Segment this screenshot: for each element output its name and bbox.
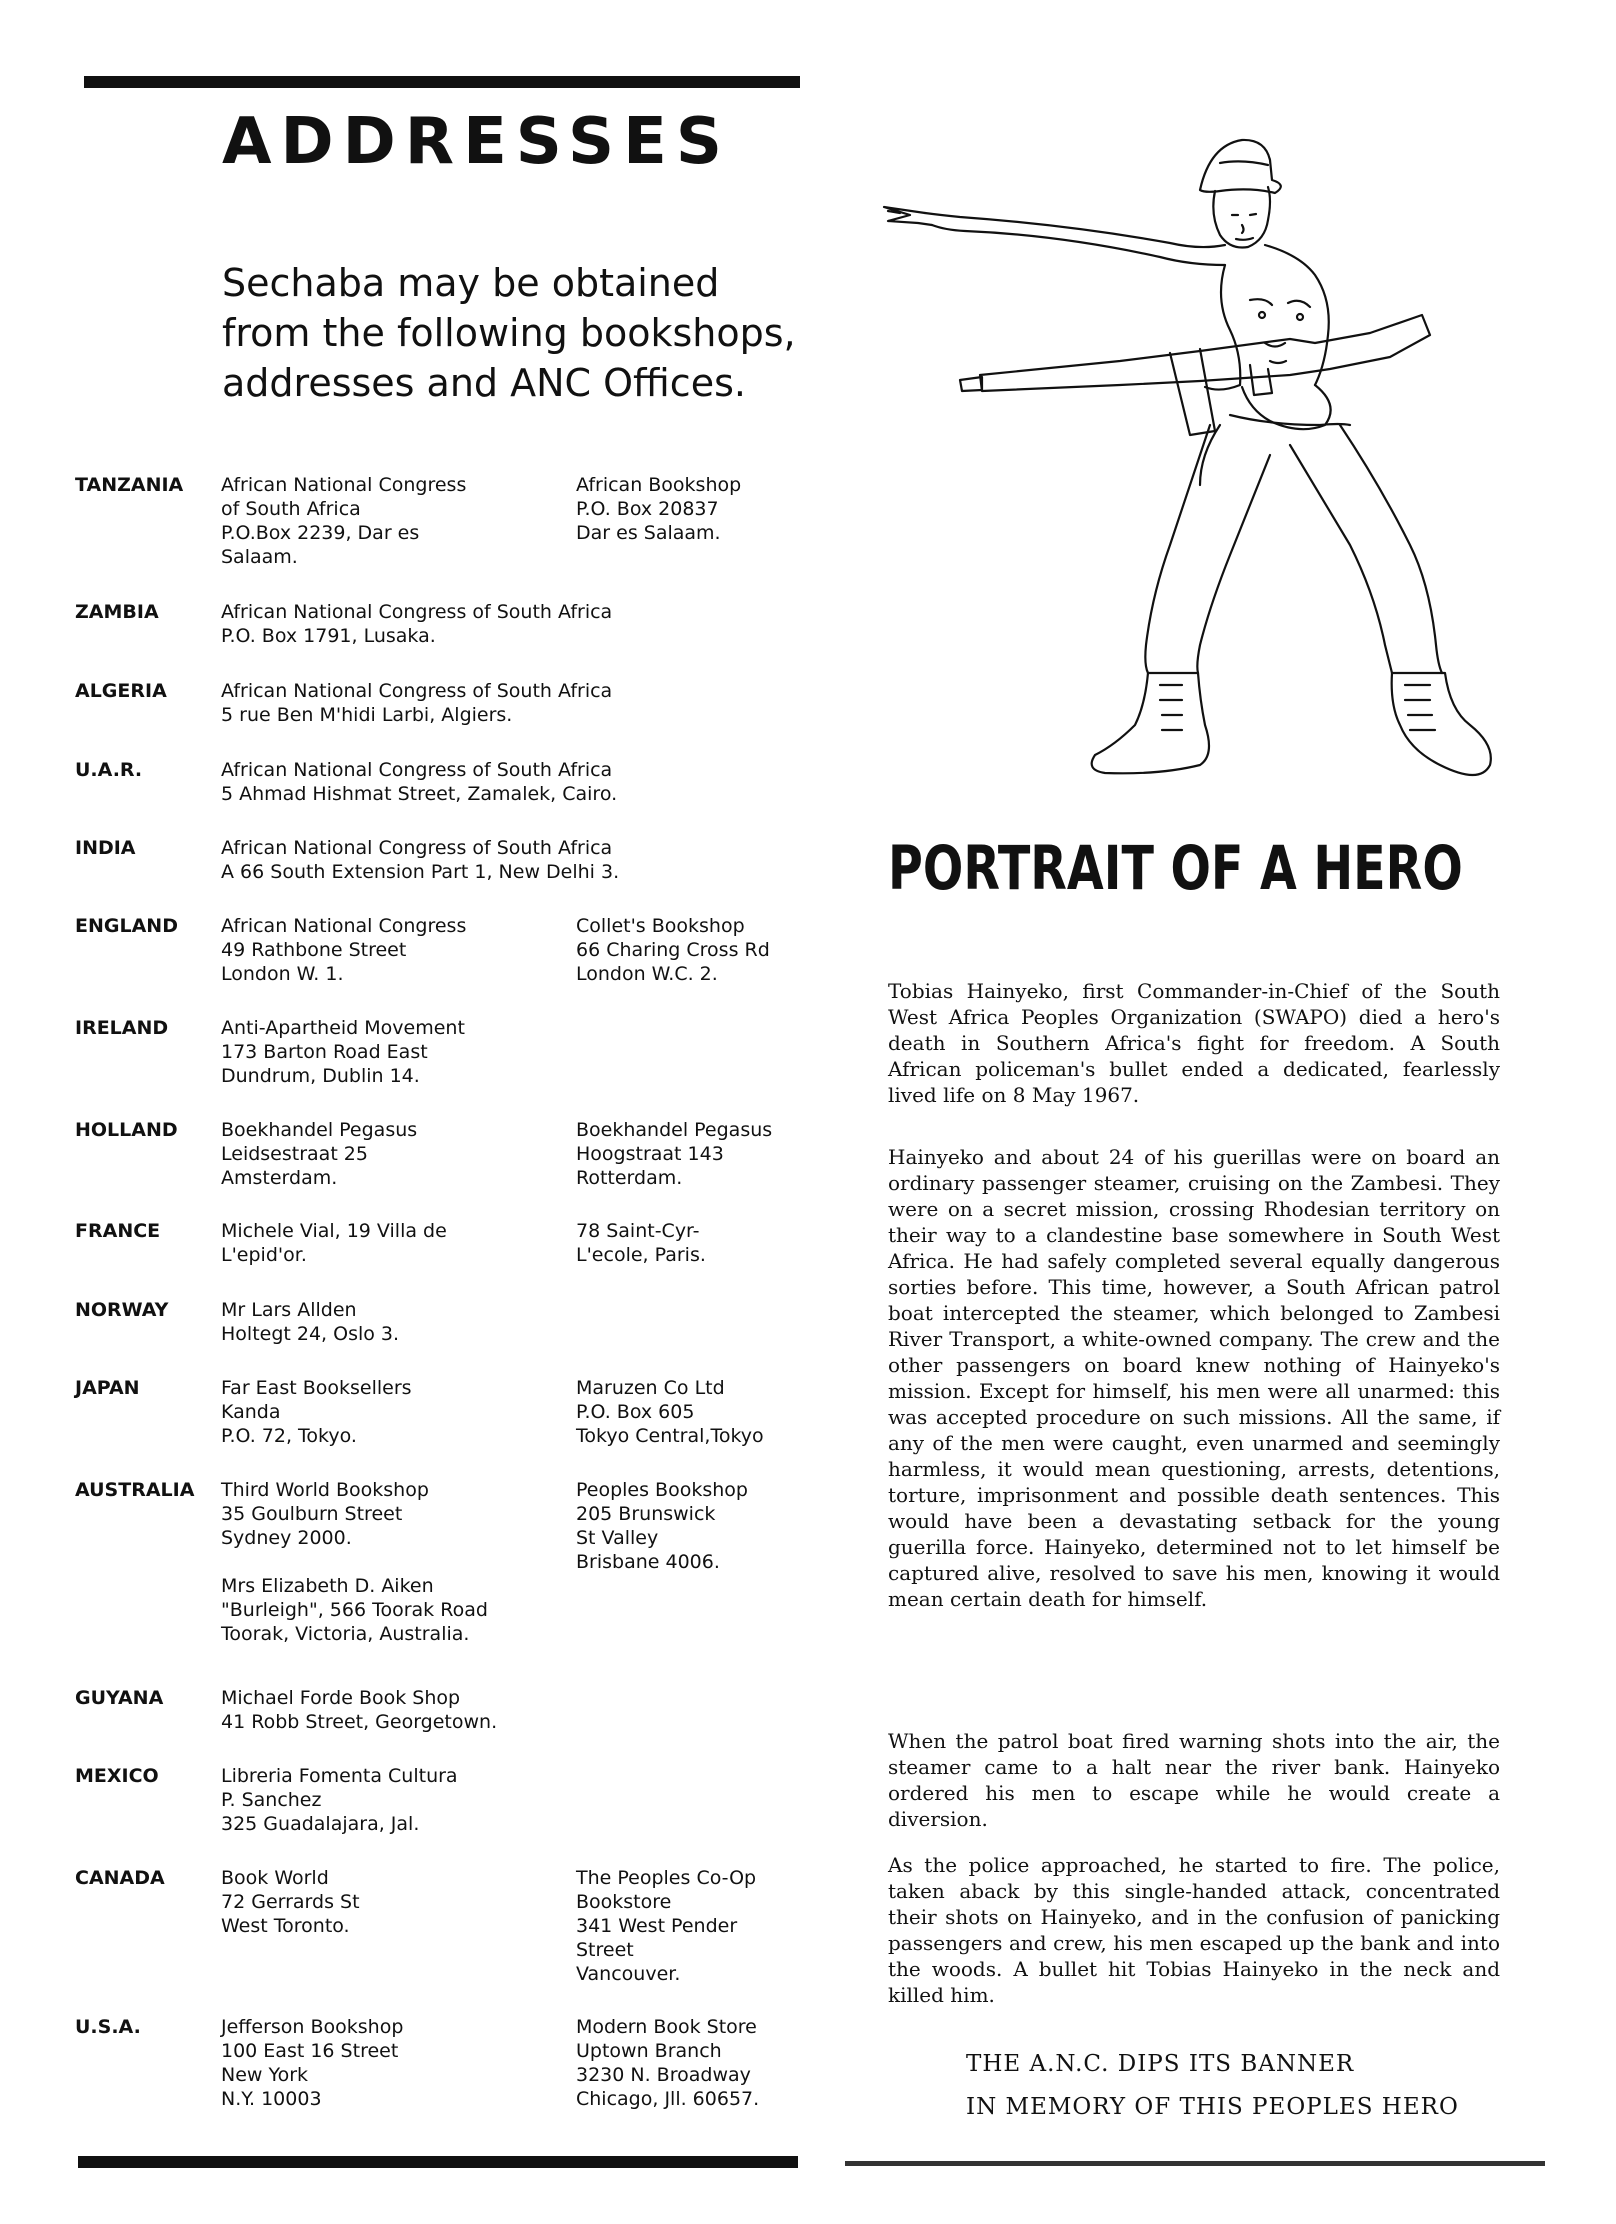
country-label: ALGERIA (75, 680, 167, 702)
country-label: HOLLAND (75, 1119, 178, 1141)
address-primary (221, 679, 612, 727)
address-line: African National Congress of South Africa (221, 837, 613, 859)
address-line: Tokyo Central,Tokyo (576, 1425, 764, 1447)
address-line: 66 Charing Cross Rd (576, 939, 770, 961)
country-label: NORWAY (75, 1299, 169, 1321)
address-line: L'epid'or. (221, 1244, 307, 1266)
address-primary (221, 600, 612, 648)
country-label: ZAMBIA (75, 601, 159, 623)
intro-line: Sechaba may be obtained (222, 261, 720, 305)
country-label: TANZANIA (75, 474, 184, 496)
article-paragraph: When the patrol boat fired warning shots into the air, the steamer came to a halt near the river bank. Hainyeko ordered his men to escape while he would create a diversion. (888, 1729, 1500, 1831)
address-line: A 66 South Extension Part 1, New Delhi 3. (221, 861, 620, 883)
address-line: Brisbane 4006. (576, 1551, 720, 1573)
article-paragraph: Tobias Hainyeko, first Commander-in-Chief of the South West Africa Peoples Organization (SWAPO) died a hero's death in Southern Africa's fight for freedom. A South African policeman's bullet ended a dedicated, fearlessly lived life on 8 May 1967. (888, 979, 1500, 1107)
address-line: 341 West Pender (576, 1915, 738, 1937)
address-line: African National Congress of South Africa (221, 759, 613, 781)
address-secondary (576, 1376, 764, 1448)
address-line: The Peoples Co-Op (576, 1867, 757, 1889)
address-primary (221, 473, 466, 569)
address-line: 325 Guadalajara, Jal. (221, 1813, 420, 1835)
address-primary (221, 1866, 360, 1938)
address-line: Third World Bookshop (221, 1479, 429, 1501)
address-primary (221, 2015, 403, 2111)
address-line: 49 Rathbone Street (221, 939, 407, 961)
address-line: P.O.Box 2239, Dar es (221, 522, 420, 544)
address-line: Rotterdam. (576, 1167, 683, 1189)
address-line: Street (576, 1939, 634, 1961)
address-line: N.Y. 10003 (221, 2088, 322, 2110)
country-label: JAPAN (75, 1377, 140, 1399)
address-line: African National Congress (221, 474, 467, 496)
address-line: West Toronto. (221, 1915, 350, 1937)
address-secondary (576, 1478, 748, 1574)
address-line: London W.C. 2. (576, 963, 718, 985)
address-primary (221, 758, 617, 806)
address-line: Peoples Bookshop (576, 1479, 748, 1501)
bottom-rule-left (78, 2156, 798, 2168)
address-line: Bookstore (576, 1891, 672, 1913)
address-line: African National Congress of South Africa (221, 601, 613, 623)
article-paragraph: As the police approached, he started to fire. The police, taken aback by this single-handed attack, concentrated their shots on Hainyeko, and in the confusion of panicking passengers and crew, his men escaped up the bank and into the woods. A bullet hit Tobias Hainyeko in the neck and killed him. (888, 1853, 1500, 2007)
address-line: Chicago, Jll. 60657. (576, 2088, 760, 2110)
address-line (221, 1550, 488, 1574)
address-line: P. Sanchez (221, 1789, 322, 1811)
address-line: Jefferson Bookshop (221, 2016, 404, 2038)
address-line: African National Congress of South Africa (221, 680, 613, 702)
address-line: 100 East 16 Street (221, 2040, 399, 2062)
address-line: Leidsestraat 25 (221, 1143, 368, 1165)
address-primary (221, 1478, 488, 1646)
address-line: Mr Lars Allden (221, 1299, 357, 1321)
address-line: Holtegt 24, Oslo 3. (221, 1323, 400, 1345)
address-secondary (576, 2015, 759, 2111)
country-label: CANADA (75, 1867, 165, 1889)
intro-line: from the following bookshops, (222, 311, 796, 355)
country-label: ENGLAND (75, 915, 178, 937)
top-rule (84, 76, 800, 88)
address-line: Michael Forde Book Shop (221, 1687, 461, 1709)
address-secondary (576, 1866, 756, 1986)
address-line: 3230 N. Broadway (576, 2064, 751, 2086)
address-line: "Burleigh", 566 Toorak Road (221, 1599, 488, 1621)
address-line: Hoogstraat 143 (576, 1143, 724, 1165)
country-label: INDIA (75, 837, 136, 859)
address-line: 173 Barton Road East (221, 1041, 428, 1063)
address-line: African Bookshop (576, 474, 742, 496)
address-line: Mrs Elizabeth D. Aiken (221, 1575, 434, 1597)
address-line: Modern Book Store (576, 2016, 757, 2038)
intro-text (222, 258, 842, 408)
address-line: Book World (221, 1867, 329, 1889)
address-primary (221, 1298, 399, 1346)
address-secondary (576, 1118, 772, 1190)
closing-line: IN MEMORY OF THIS PEOPLES HERO (966, 2094, 1459, 2120)
address-primary (221, 1764, 458, 1836)
address-line: P.O. Box 605 (576, 1401, 695, 1423)
address-line: 5 rue Ben M'hidi Larbi, Algiers. (221, 704, 513, 726)
country-label: AUSTRALIA (75, 1479, 195, 1501)
address-line: Boekhandel Pegasus (576, 1119, 773, 1141)
country-label: U.S.A. (75, 2016, 141, 2038)
address-primary (221, 1376, 412, 1448)
page-title: ADDRESSES (222, 105, 731, 179)
address-primary (221, 1118, 417, 1190)
address-line: Uptown Branch (576, 2040, 722, 2062)
address-secondary (576, 1219, 706, 1267)
country-label: MEXICO (75, 1765, 159, 1787)
address-line: 205 Brunswick (576, 1503, 716, 1525)
country-label: IRELAND (75, 1017, 169, 1039)
address-line: Anti-Apartheid Movement (221, 1017, 465, 1039)
intro-line: addresses and ANC Offices. (222, 361, 746, 405)
address-primary (221, 1686, 497, 1734)
address-line: 5 Ahmad Hishmat Street, Zamalek, Cairo. (221, 783, 618, 805)
address-line: Kanda (221, 1401, 281, 1423)
address-line: Dar es Salaam. (576, 522, 721, 544)
address-primary (221, 1219, 447, 1267)
address-line: 35 Goulburn Street (221, 1503, 403, 1525)
address-line: Libreria Fomenta Cultura (221, 1765, 458, 1787)
address-primary (221, 1016, 465, 1088)
address-line: Boekhandel Pegasus (221, 1119, 418, 1141)
address-line: Sydney 2000. (221, 1527, 352, 1549)
article-paragraph: Hainyeko and about 24 of his guerillas were on board an ordinary passenger steamer, cruising on the Zambesi. They were on a secret mission, crossing Rhodesian territory on their way to a clandestine base somewhere in South West Africa. He had safely completed several equally dangerous sorties before. This time, however, a South African patrol boat intercepted the steamer, which belonged to Zambesi River Transport, a white-owned company. The crew and the other passengers on board knew nothing of Hainyeko's mission. Except for himself, his men were all unarmed: this was accepted procedure on such missions. All the same, if any of the men were caught, even unarmed and seemingly harmless, it would mean questioning, arrests, detentions, torture, imprisonment and possible death sentences. This would have been a devastating setback for the young guerilla force. Hainyeko, determined not to let himself be captured alive, resolved to save his men, knowing it would mean certain death for himself. (888, 1145, 1500, 1611)
address-line: of South Africa (221, 498, 361, 520)
address-line: Amsterdam. (221, 1167, 338, 1189)
address-line: New York (221, 2064, 309, 2086)
address-line: 41 Robb Street, Georgetown. (221, 1711, 498, 1733)
closing-line: THE A.N.C. DIPS ITS BANNER (966, 2051, 1355, 2077)
address-line: Dundrum, Dublin 14. (221, 1065, 420, 1087)
address-secondary (576, 473, 741, 545)
address-line: 72 Gerrards St (221, 1891, 360, 1913)
address-line: L'ecole, Paris. (576, 1244, 706, 1266)
address-line: Vancouver. (576, 1963, 681, 1985)
address-line: 78 Saint-Cyr- (576, 1220, 700, 1242)
country-label: FRANCE (75, 1220, 161, 1242)
address-line: Maruzen Co Ltd (576, 1377, 725, 1399)
address-line: St Valley (576, 1527, 659, 1549)
article-title: PORTRAIT OF A HERO (888, 833, 1463, 904)
address-line: African National Congress (221, 915, 467, 937)
address-line: Far East Booksellers (221, 1377, 412, 1399)
address-line: P.O. Box 20837 (576, 498, 719, 520)
bottom-rule-right (845, 2161, 1545, 2166)
address-line: Salaam. (221, 546, 298, 568)
address-line: Michele Vial, 19 Villa de (221, 1220, 447, 1242)
guerilla-illustration (870, 125, 1520, 790)
address-primary (221, 914, 466, 986)
address-line: P.O. 72, Tokyo. (221, 1425, 357, 1447)
address-line: P.O. Box 1791, Lusaka. (221, 625, 436, 647)
country-label: U.A.R. (75, 759, 143, 781)
country-label: GUYANA (75, 1687, 164, 1709)
address-line: Collet's Bookshop (576, 915, 745, 937)
address-line: London W. 1. (221, 963, 344, 985)
address-secondary (576, 914, 770, 986)
address-primary (221, 836, 619, 884)
address-line: Toorak, Victoria, Australia. (221, 1623, 470, 1645)
